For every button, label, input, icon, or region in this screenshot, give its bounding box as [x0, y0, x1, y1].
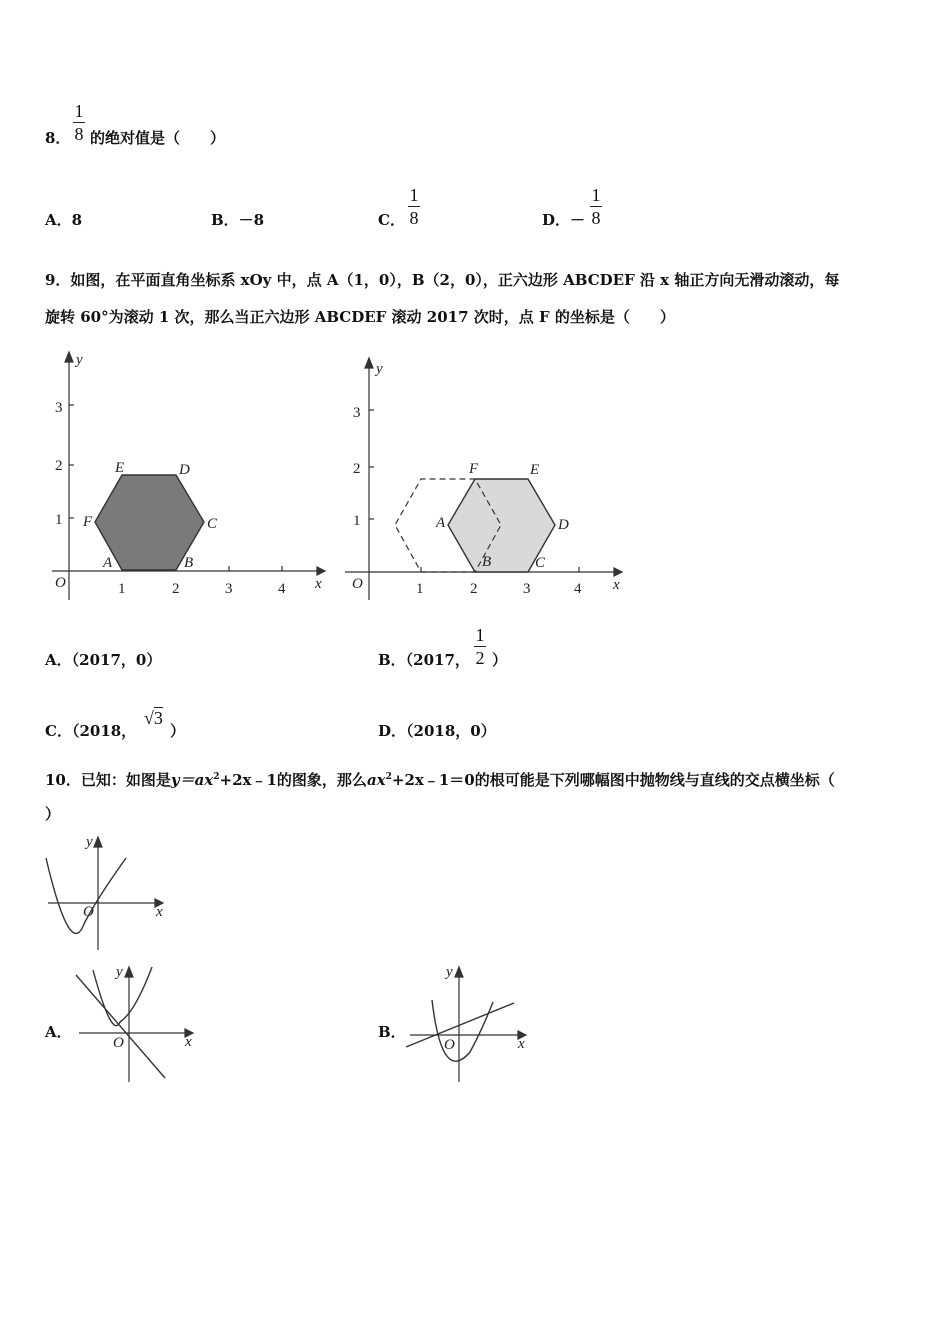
q9-fig1-xtick: 4	[278, 581, 286, 597]
q9-fig1-xtick: 1	[118, 581, 126, 597]
q10-eq1-sup: 2	[213, 772, 220, 782]
q9-fig2-axis-y: y	[376, 361, 383, 377]
q9-fig1-axis-x: x	[315, 576, 322, 592]
q9-fig2-ytick: 2	[353, 461, 361, 477]
q9-fig2-ytick: 3	[353, 405, 361, 421]
q9-fig1-axis-y: y	[76, 352, 83, 368]
q9-fig1-ytick: 3	[55, 400, 63, 416]
q8-option-c-num: 1	[409, 185, 419, 205]
q9-fig2-ytick: 1	[353, 513, 361, 529]
q10-main-axis-x: x	[156, 904, 163, 920]
q8-number: 8．	[45, 129, 71, 147]
q8-option-b[interactable]: B．－8	[211, 211, 265, 229]
q10-a-origin: O	[113, 1035, 124, 1051]
q8-option-d-den: 8	[591, 208, 601, 228]
q9-fig1-vertex-c: C	[207, 516, 218, 532]
q10-eq2: ax	[366, 771, 386, 789]
q9-fig1-vertex-b: B	[184, 555, 194, 571]
q10-b-axis-y: y	[446, 964, 453, 980]
q8-option-a[interactable]: A．8	[45, 211, 83, 229]
q9-option-b-den: 2	[475, 648, 485, 668]
q10-stem-mid: 的图象，那么	[276, 771, 367, 789]
sqrt-icon: √	[144, 708, 154, 728]
q8-option-d-num: 1	[591, 185, 601, 205]
q10-a-axis-y: y	[116, 964, 123, 980]
q8-option-c[interactable]: C．	[378, 211, 405, 229]
q9-stem-line1: 9．如图，在平面直角坐标系 xOy 中，点 A（1，0），B（2，0），正六边形 ABCDEF 沿 x 轴正方向无滑动滚动，每	[45, 271, 840, 289]
q9-fig2-xtick: 2	[470, 581, 478, 597]
q8-option-c-den: 8	[409, 208, 419, 228]
q9-option-c-radicand: 3	[153, 708, 163, 728]
q10-option-a[interactable]: A．	[45, 1023, 72, 1041]
q8-frac-den: 8	[74, 124, 84, 144]
q9-option-c-close: ）	[170, 722, 186, 740]
q10-stem-line2: ）	[45, 805, 61, 823]
q8-option-d[interactable]: D．－	[542, 211, 586, 229]
q9-fig1-ytick: 1	[55, 512, 63, 528]
q9-fig1-vertex-e: E	[115, 460, 125, 476]
q10-b-axis-x: x	[518, 1036, 525, 1052]
q9-fig2-vertex-c: C	[535, 555, 546, 571]
q10-main-axis-y: y	[86, 834, 93, 850]
q9-fig1-ytick: 2	[55, 458, 63, 474]
q9-fig2-vertex-b: B	[482, 554, 492, 570]
q10-eq2-tail: +2x﹣1＝0	[391, 771, 475, 789]
q9-fig2-vertex-e: E	[530, 462, 540, 478]
q10-stem-pre: 10．已知：如图是	[45, 771, 171, 789]
q9-fig1-origin: O	[55, 575, 66, 591]
q9-fig1-vertex-a: A	[103, 555, 113, 571]
q9-option-c[interactable]: C．（2018，	[45, 722, 137, 740]
q9-stem-line2: 旋转 60°为滚动 1 次，那么当正六边形 ABCDEF 滚动 2017 次时，点 F 的坐标是（ ）	[45, 308, 675, 326]
q9-option-a[interactable]: A．（2017，0）	[45, 651, 162, 669]
q10-eq2-sup: 2	[385, 772, 392, 782]
q9-fig2-vertex-d: D	[558, 517, 569, 533]
q10-a-axis-x: x	[185, 1034, 192, 1050]
q9-fig2-xtick: 3	[523, 581, 531, 597]
q8-stem: 的绝对值是（ ）	[90, 129, 226, 147]
q10-eq1: y＝ax	[170, 771, 214, 789]
q9-fig2-vertex-f: F	[469, 461, 479, 477]
q9-fig2-axis-x: x	[613, 577, 620, 593]
q9-fig2-vertex-a: A	[436, 515, 446, 531]
q9-option-b[interactable]: B．（2017，	[378, 651, 470, 669]
q9-option-d[interactable]: D．（2018，0）	[378, 722, 496, 740]
q8-frac-num: 1	[74, 101, 84, 121]
q10-main-origin: O	[83, 904, 94, 920]
q9-option-b-num: 1	[475, 625, 485, 645]
q9-fig2-xtick: 1	[416, 581, 424, 597]
q9-fig1-vertex-d: D	[179, 462, 190, 478]
q10-option-b[interactable]: B．	[378, 1023, 406, 1041]
q9-fig2-origin: O	[352, 576, 363, 592]
q9-fig1-xtick: 2	[172, 581, 180, 597]
q9-fig2-xtick: 4	[574, 581, 582, 597]
q10-stem-post: 的根可能是下列哪幅图中抛物线与直线的交点横坐标（	[474, 771, 835, 789]
q9-option-b-close: ）	[492, 651, 508, 669]
q9-fig1-xtick: 3	[225, 581, 233, 597]
q10-b-origin: O	[444, 1037, 455, 1053]
q10-eq1-tail: +2x﹣1	[219, 771, 277, 789]
q9-fig1-vertex-f: F	[83, 514, 93, 530]
